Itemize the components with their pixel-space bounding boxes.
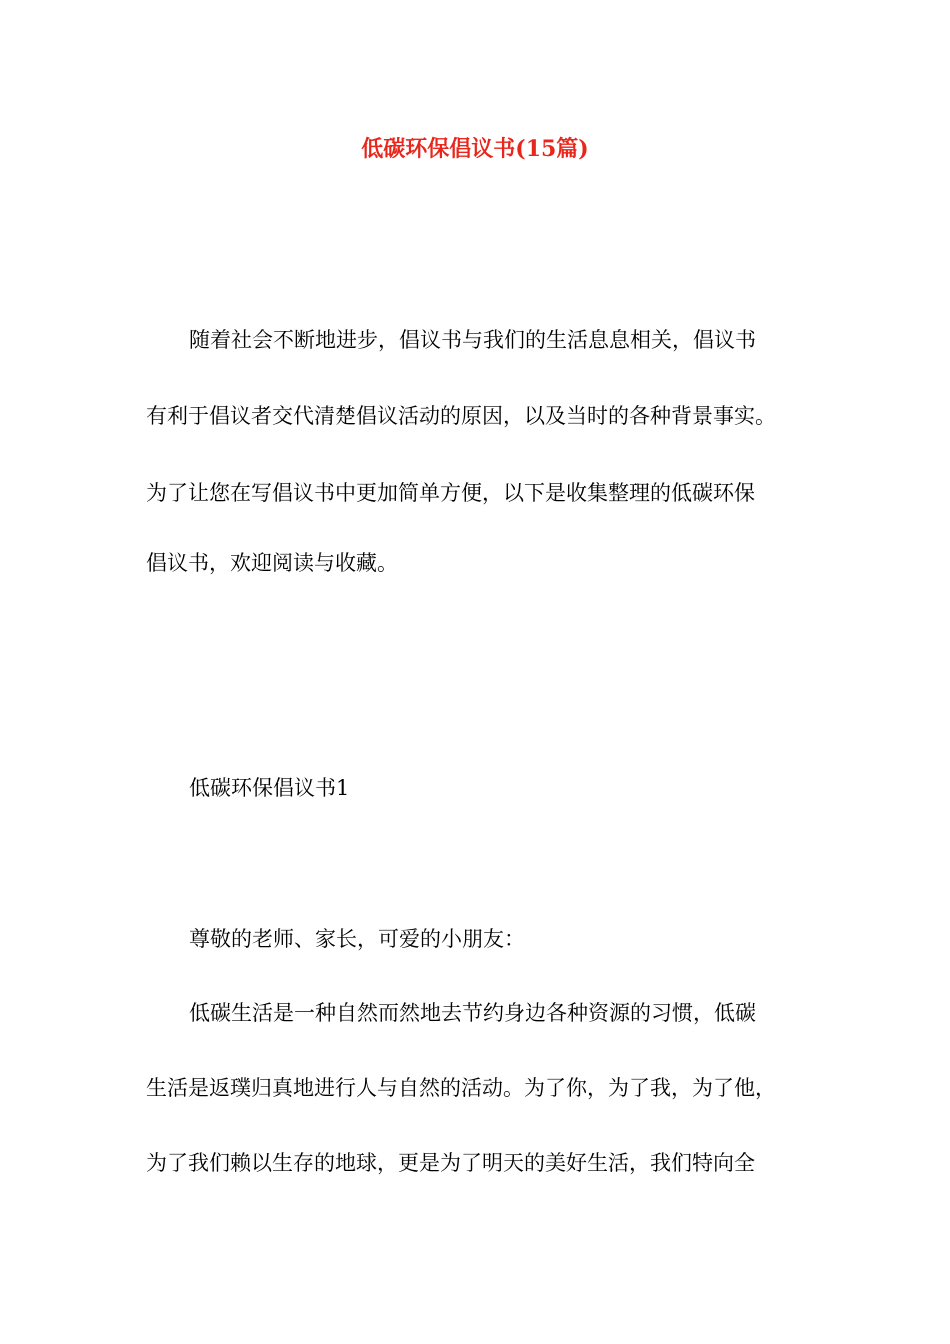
body-line-2: 生活是返璞归真地进行人与自然的活动。为了你，为了我，为了他， xyxy=(146,1076,776,1100)
intro-line-2: 有利于倡议者交代清楚倡议活动的原因，以及当时的各种背景事实。 xyxy=(146,404,776,428)
body-line-1: 低碳生活是一种自然而然地去节约身边各种资源的习惯，低碳 xyxy=(189,1001,756,1025)
section-heading: 低碳环保倡议书1 xyxy=(189,776,350,800)
document-title: 低碳环保倡议书(15篇) xyxy=(361,136,589,162)
intro-line-3: 为了让您在写倡议书中更加简单方便，以下是收集整理的低碳环保 xyxy=(146,481,755,505)
body-line-3: 为了我们赖以生存的地球，更是为了明天的美好生活，我们特向全 xyxy=(146,1151,755,1175)
salutation: 尊敬的老师、家长，可爱的小朋友： xyxy=(189,927,525,951)
intro-line-4: 倡议书，欢迎阅读与收藏。 xyxy=(146,551,398,575)
intro-line-1: 随着社会不断地进步，倡议书与我们的生活息息相关，倡议书 xyxy=(189,328,756,352)
